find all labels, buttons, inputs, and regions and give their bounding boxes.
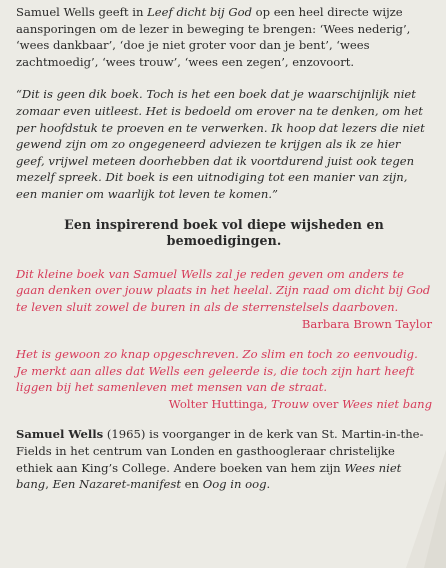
bio-sep-1: , — [45, 477, 53, 492]
bio-book-3: Oog in oog — [202, 477, 267, 492]
author-bio — [16, 426, 432, 492]
review-1-text: Dit kleine boek van Samuel Wells zal je reden geven om anders te gaan denken over jouw plaats in het heelal. Zijn raad om dicht bij God te leven sluit zowel de buren in als de sterrenstelsels daarboven. — [16, 266, 431, 314]
bio-part1: (1965) is voorganger in de kerk van St. Martin-in-the-Fields in het centrum van Londen en gasthoogleraar christelijke ethiek aan King’s College. Andere boeken van hem zijn — [16, 427, 424, 475]
bio-sep-2: en — [180, 477, 203, 492]
review-1-author: Barbara Brown Taylor — [301, 316, 432, 331]
review-2-source-book: Wees niet bang — [342, 396, 432, 411]
review-1-attribution — [16, 316, 432, 333]
review-2-text: Het is gewoon zo knap opgeschreven. Zo slim en toch zo eenvoudig. Je merkt aan alles dat Wells een geleerde is, die toch zijn hart heeft liggen bij het samenleven met mensen van de straat. — [16, 347, 418, 395]
intro-paragraph — [16, 4, 432, 70]
bio-end: . — [266, 477, 271, 492]
bio-book-1: Wees niet bang — [16, 460, 402, 492]
review-2-source-title: Trouw — [271, 396, 309, 411]
back-cover-text — [16, 4, 432, 493]
intro-after: op een heel directe wijze aansporingen om de lezer in beweging te brengen: ‘Wees nederig’, ‘wees dankbaar’, ‘doe je niet groter voor dan je bent’, ‘wees zachtmoedig’, ‘wees trouw’, ‘wees een zegen’, enzovoort. — [16, 5, 411, 69]
author-quote: “Dit is geen dik boek. Toch is het een boek dat je waarschijnlijk niet zomaar even uitleest. Het is bedoeld om erover na te denken, om het per hoofdstuk te proeven en te verwerken. Ik hoop dat lezers die niet gewend zijn om zo ongegeneerd adviezen te krijgen als ik ze hier geef, vrijwel meteen doorhebben dat ik voortdurend juist ook tegen mezelf spreek. Dit boek is een uitnodiging tot een manier van zijn, een manier om waarlijk tot leven te komen.” — [16, 87, 425, 201]
headline: Een inspirerend boek vol diepe wijsheden en bemoedigingen. — [64, 216, 384, 249]
review-2-author: Wolter Huttinga, — [168, 396, 272, 411]
review-2-source-mid: over — [308, 396, 343, 411]
review-2-attribution — [16, 396, 432, 413]
bio-book-2: Een Nazaret-manifest — [52, 477, 181, 492]
intro-book-title: Leef dicht bij God — [147, 5, 252, 19]
intro-before: Samuel Wells geeft in — [16, 5, 148, 19]
bio-name: Samuel Wells — [16, 427, 104, 442]
watermark-shape — [386, 440, 446, 568]
